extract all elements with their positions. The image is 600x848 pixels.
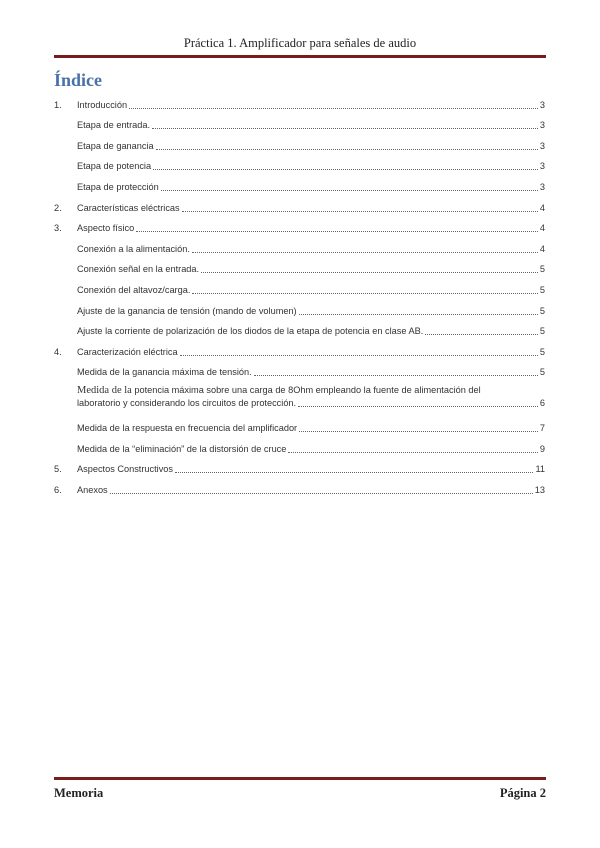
toc-entry-page: 5: [539, 326, 545, 337]
toc-entry-conexion-altavoz[interactable]: [54, 276, 545, 297]
toc-entry-etapa-entrada[interactable]: [54, 112, 545, 133]
toc-entry-page: 3: [539, 120, 545, 131]
toc-entry-label: Etapa de ganancia: [77, 140, 154, 151]
toc-leader-dots: [192, 293, 537, 294]
toc-entry-conexion-alimentacion[interactable]: [54, 235, 545, 256]
toc-entry-page: 4: [539, 223, 545, 234]
toc-entry-label: Medida de la “eliminación” de la distorsión de cruce: [77, 443, 287, 454]
toc-entry-label-line1: [77, 384, 545, 397]
toc-entry-label: Conexión señal en la entrada.: [77, 264, 200, 275]
toc-entry-label: Conexión a la alimentación.: [77, 243, 190, 254]
header-rule: [54, 55, 546, 58]
toc-entry-aspecto-fisico[interactable]: [54, 215, 545, 236]
toc-entry-label-line2-row: [77, 397, 545, 410]
toc-entry-page: 5: [539, 367, 545, 378]
toc-entry-number: 2.: [54, 202, 62, 213]
toc-entry-page: 4: [539, 202, 545, 213]
toc-entry-page: 5: [539, 346, 545, 357]
toc-entry-label: Características eléctricas: [77, 202, 180, 213]
toc-leader-dots: [129, 108, 538, 109]
toc-leader-dots: [156, 149, 538, 150]
toc-entry-page: 5: [539, 284, 545, 295]
toc-entry-label: Anexos: [77, 484, 108, 495]
toc-entry-potencia-maxima[interactable]: [54, 379, 545, 414]
toc-entry-number: 3.: [54, 223, 62, 234]
table-of-contents: [54, 91, 545, 497]
toc-leader-dots: [254, 375, 538, 376]
toc-leader-dots: [180, 355, 538, 356]
toc-entry-caracterizacion[interactable]: [54, 338, 545, 359]
footer-page-number: Página 2: [499, 786, 546, 800]
toc-leader-dots: [192, 252, 538, 253]
toc-entry-etapa-proteccion[interactable]: [54, 173, 545, 194]
toc-entry-label: Medida de la respuesta en frecuencia del amplificador: [77, 422, 298, 433]
toc-entry-etapa-potencia[interactable]: [54, 153, 545, 174]
footer-section-label: Memoria: [54, 786, 104, 800]
toc-entry-page: 3: [539, 181, 545, 192]
toc-entry-label: Medida de la ganancia máxima de tensión.: [77, 367, 252, 378]
toc-entry-page: 3: [539, 99, 545, 110]
toc-entry-label: Introducción: [77, 99, 128, 110]
toc-leader-dots: [110, 493, 533, 494]
toc-entry-label: Conexión del altavoz/carga.: [77, 284, 191, 295]
toc-entry-ganancia-maxima[interactable]: [54, 359, 545, 380]
toc-leader-dots: [201, 272, 538, 273]
page-header: Práctica 1. Amplificador para señales de audio: [183, 36, 417, 50]
toc-entry-page: 11: [535, 464, 545, 475]
toc-leader-dots: [153, 169, 538, 170]
toc-leader-dots: [288, 452, 537, 453]
toc-leader-dots: [425, 334, 538, 335]
toc-entry-page: 7: [539, 422, 545, 433]
toc-entry-page: 9: [539, 443, 545, 454]
toc-entry-label: Etapa de entrada.: [77, 120, 151, 131]
toc-entry-label: Caracterización eléctrica: [77, 346, 178, 357]
toc-leader-dots: [175, 472, 533, 473]
toc-entry-label: Aspectos Constructivos: [77, 464, 173, 475]
toc-entry-page: 4: [539, 243, 545, 254]
toc-entry-label: Etapa de potencia: [77, 161, 152, 172]
toc-entry-page: 5: [539, 305, 545, 316]
toc-entry-etapa-ganancia[interactable]: [54, 132, 545, 153]
toc-entry-label-serif: Medida de la: [77, 385, 132, 397]
toc-entry-distorsion-cruce[interactable]: [54, 435, 545, 456]
toc-entry-page: 6: [539, 398, 545, 409]
toc-entry-introduccion[interactable]: [54, 91, 545, 112]
toc-entry-label: Etapa de protección: [77, 181, 159, 192]
toc-entry-ajuste-polarizacion[interactable]: [54, 318, 545, 339]
toc-entry-page: 13: [534, 484, 545, 495]
toc-entry-page: 3: [539, 140, 545, 151]
toc-entry-label-line2: laboratorio y considerando los circuitos de protección.: [77, 398, 297, 409]
toc-entry-label-rest: potencia máxima sobre una carga de 8Ohm empleando la fuente de alimentación del: [131, 385, 481, 396]
toc-entry-page: 5: [539, 264, 545, 275]
toc-entry-caracteristicas[interactable]: [54, 194, 545, 215]
toc-entry-label: Ajuste de la ganancia de tensión (mando de volumen): [77, 305, 297, 316]
footer-rule: [54, 777, 546, 780]
toc-entry-number: 6.: [54, 484, 62, 495]
toc-leader-dots: [182, 211, 538, 212]
toc-title: Índice: [54, 70, 103, 90]
toc-entry-number: 4.: [54, 346, 62, 357]
toc-entry-conexion-senal[interactable]: [54, 256, 545, 277]
toc-entry-respuesta-frecuencia[interactable]: [54, 414, 545, 435]
toc-entry-label: Ajuste la corriente de polarización de los diodos de la etapa de potencia en clase AB.: [77, 326, 424, 337]
toc-entry-number: 5.: [54, 464, 62, 475]
toc-leader-dots: [161, 190, 538, 191]
toc-entry-page: 3: [539, 161, 545, 172]
toc-entry-label: Aspecto físico: [77, 223, 135, 234]
toc-leader-dots: [152, 128, 538, 129]
toc-entry-number: 1.: [54, 99, 62, 110]
toc-entry-anexos[interactable]: [54, 476, 545, 497]
toc-entry-ajuste-ganancia[interactable]: [54, 297, 545, 318]
toc-entry-aspectos-constructivos[interactable]: [54, 456, 545, 477]
toc-leader-dots: [299, 431, 538, 432]
toc-leader-dots: [299, 314, 538, 315]
toc-leader-dots: [136, 231, 538, 232]
toc-leader-dots: [298, 406, 538, 407]
